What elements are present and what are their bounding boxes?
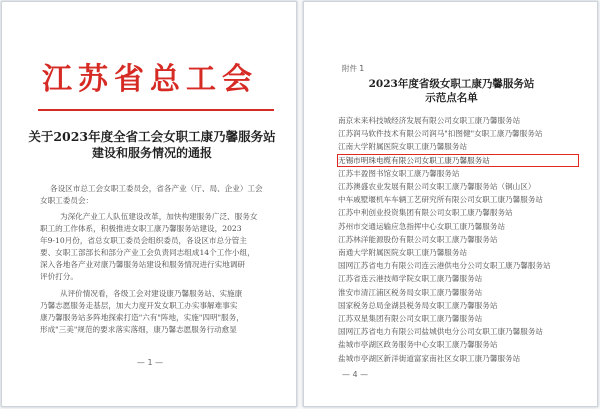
document-title-line-1: 关于2023年度全省工会女职工康乃馨服务站: [28, 129, 276, 144]
list-item: 国家税务总局金湖县税务局女职工康乃馨服务站: [338, 300, 498, 310]
list-title-line-1: 2023年度省级女职工康乃馨服务站: [368, 78, 535, 90]
list-item: 江苏双星集团有限公司女职工康乃馨服务站: [338, 314, 483, 323]
body-line: 深入各地各产业对康乃馨服务站建设和服务情况进行实地调研: [40, 260, 246, 269]
list-item: 淮安市清江浦区税务局女职工康乃馨服务站: [338, 287, 483, 297]
body-line: 评价打分。: [40, 272, 78, 281]
list-item: 江苏林洋能源股份有限公司女职工康乃馨服务站: [338, 234, 498, 244]
body-line: 女职工委员会：: [40, 196, 94, 205]
body-line: 要、女职工部部长和部分产业工会负责同志组成14个工作小组，: [40, 248, 255, 257]
list-item: 盐城市亭湖区新洋街道富家南社区女职工康乃馨服务站: [338, 353, 521, 363]
body-line: 各设区市总工会女职工委员会，省各产业（厅、局、企业）工会: [50, 184, 263, 193]
list-item: 江苏省连云港技师学院女职工康乃馨服务站: [338, 274, 483, 284]
list-item: 江苏中利创业投资集团有限公司女职工康乃馨服务站: [338, 208, 513, 218]
list-item: 江苏润马软件技术有限公司润马"扣图健"女职工康乃馨服务站: [338, 129, 543, 139]
body-line: 为深化产业工人队伍建设改革，加快构建服务广泛、服务女: [60, 212, 258, 221]
list-item: 南京未来科技城经济发展有限公司女职工康乃馨服务站: [338, 116, 521, 125]
list-item: 国网江苏省电力有限公司盐城供电分公司女职工康乃馨服务站: [338, 327, 544, 337]
body-line: 职工的工作体系，积极推进女职工康乃馨服务站建设，2023: [40, 224, 242, 233]
list-item: 江苏丰盈图书馆女职工康乃馨服务站: [338, 168, 460, 178]
highlighted-list-item: 无锡市明珠电缆有限公司女职工康乃馨服务站: [338, 155, 578, 166]
list-item: 南通大学附属医院女职工康乃馨服务站: [338, 248, 468, 257]
body-line: 年9-10月份，省总女职工委员会组织委员，各设区市总分管主: [40, 236, 247, 245]
body-line: 康乃馨服务站多阵地探索打造"六有"阵地，实施"四明"服务，: [40, 313, 244, 322]
list-item: 苏州市交通运输应急指挥中心女职工康乃馨服务站: [338, 221, 506, 231]
document-title-line-2: 建设和服务情况的通报: [91, 146, 212, 160]
body-line: 形成"三美"规范的要求落实落细，康乃馨志愿服务行动愈显: [40, 325, 237, 334]
list-title-line-2: 示范点名单: [425, 92, 478, 104]
right-page: [303, 1, 598, 407]
page-number: — 4 —: [342, 370, 369, 379]
list-item: 江南大学附属医院女职工康乃馨服务站: [338, 142, 468, 152]
list-item: 中车戚墅堰机车车辆工艺研究所有限公司女职工康乃馨服务站: [338, 195, 544, 205]
list-item: 国网江苏省电力有限公司连云港供电分公司女职工康乃馨服务站: [338, 261, 551, 271]
left-page: [1, 1, 297, 407]
page-number: — 1 —: [136, 358, 164, 367]
list-item: 江苏澳盛农业发展有限公司女职工康乃馨服务站（铜山区）: [338, 182, 536, 191]
body-line: 从评价情况看，各级工会对建设康乃馨服务站、实施康: [60, 289, 243, 298]
list-item: 盐城市亭湖区政务服务中心女职工康乃馨服务站: [338, 340, 498, 350]
org-letterhead-title: 江苏省总工会: [42, 62, 258, 97]
red-header-rule: [38, 109, 274, 111]
body-line: 乃馨志愿服务走基层，加大力度开发女职工办实事解难事实: [40, 301, 238, 310]
attachment-label: 附件 1: [342, 64, 365, 73]
